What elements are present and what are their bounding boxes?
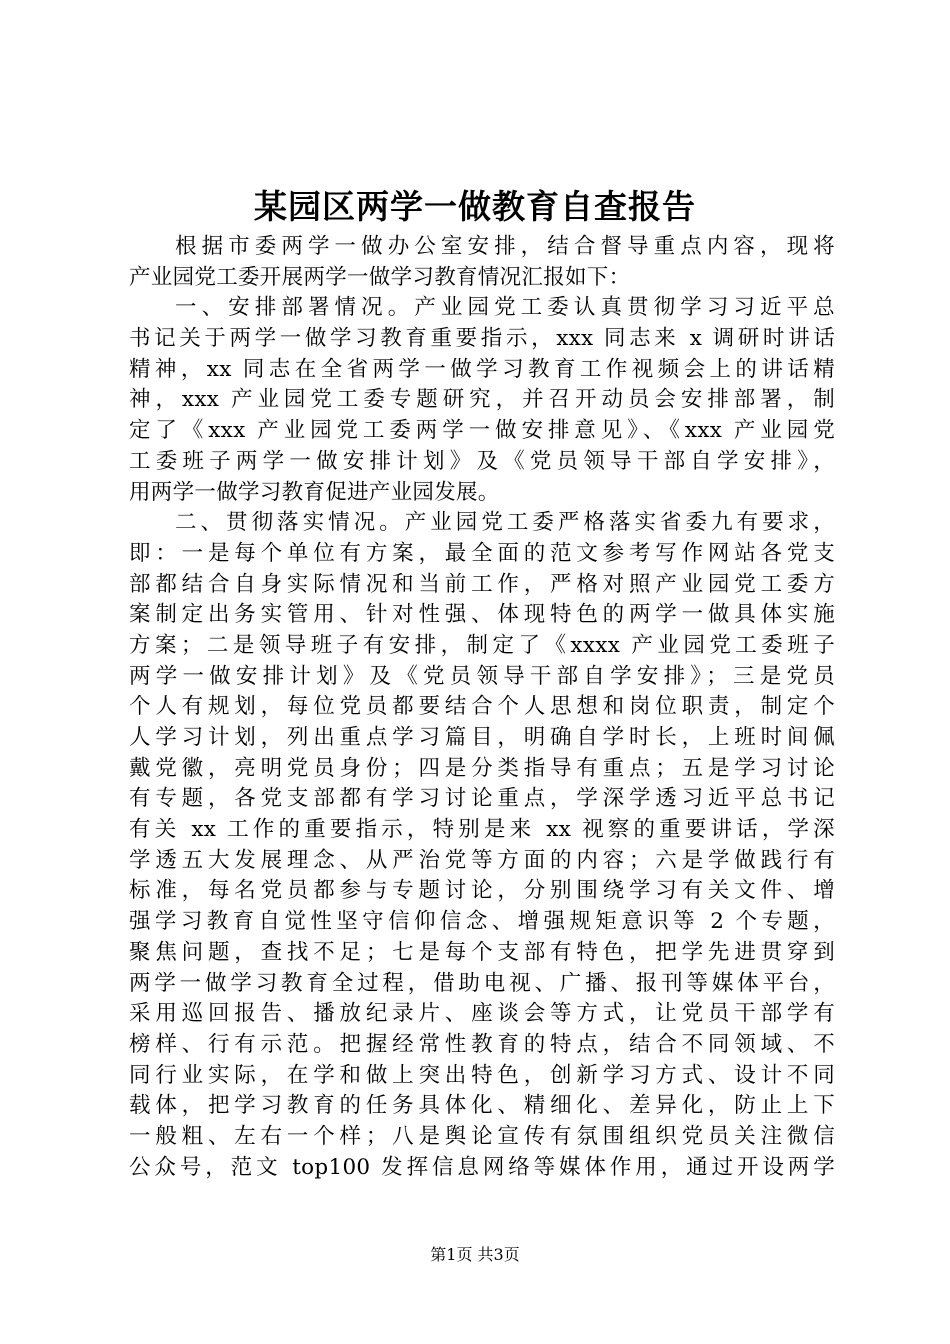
paragraph-line: 工委班子两学一做安排计划》及《党员领导干部自学安排》，	[129, 448, 835, 474]
paragraph-line: 两学一做安排计划》及《党员领导干部自学安排》；三是党员	[129, 663, 835, 689]
paragraph-line: 标准，每名党员都参与专题讨论，分别围绕学习有关文件、增	[129, 878, 835, 904]
paragraph-line: 载体，把学习教育的任务具体化、精细化、差异化，防止上下	[129, 1093, 835, 1119]
paragraph-line: 二、贯彻落实情况。产业园党工委严格落实省委九有要求，	[175, 510, 835, 536]
paragraph-line: 同行业实际，在学和做上突出特色，创新学习方式、设计不同	[129, 1062, 835, 1088]
paragraph-line: 即：一是每个单位有方案，最全面的范文参考写作网站各党支	[129, 540, 835, 566]
paragraph-line: 神，xxx 产业园党工委专题研究，并召开动员会安排部署，制	[129, 387, 835, 413]
paragraph-line: 强学习教育自觉性坚守信仰信念、增强规矩意识等 2 个专题，	[129, 909, 835, 935]
paragraph-line: 一、安排部署情况。产业园党工委认真贯彻学习习近平总	[175, 295, 835, 321]
paragraph-line: 精神，xx 同志在全省两学一做学习教育工作视频会上的讲话精	[129, 356, 835, 382]
paragraph-line: 有关 xx 工作的重要指示，特别是来 xx 视察的重要讲话，学深	[129, 817, 835, 843]
paragraph-line: 一般粗、左右一个样；八是舆论宣传有氛围组织党员关注微信	[129, 1123, 835, 1149]
paragraph-line: 定了《xxx 产业园党工委两学一做安排意见》、《xxx 产业园党	[129, 418, 835, 444]
paragraph-line: 两学一做学习教育全过程，借助电视、广播、报刊等媒体平台，	[129, 970, 835, 996]
page-number-footer: 第1页 共3页	[430, 1245, 520, 1264]
paragraph-line: 戴党徽，亮明党员身份；四是分类指导有重点；五是学习讨论	[129, 755, 835, 781]
paragraph-line: 用两学一做学习教育促进产业园发展。	[129, 479, 500, 505]
paragraph-line: 聚焦问题，查找不足；七是每个支部有特色，把学先进贯穿到	[129, 939, 835, 965]
paragraph-line: 榜样、行有示范。把握经常性教育的特点，结合不同领域、不	[129, 1031, 835, 1057]
paragraph-line: 案制定出务实管用、针对性强、体现特色的两学一做具体实施	[129, 602, 835, 628]
paragraph-line: 人学习计划，列出重点学习篇目，明确自学时长，上班时间佩	[129, 725, 835, 750]
paragraph-line: 个人有规划，每位党员都要结合个人思想和岗位职责，制定个	[129, 694, 835, 720]
paragraph-line: 书记关于两学一做学习教育重要指示，xxx 同志来 x 调研时讲话	[129, 326, 835, 352]
paragraph-line: 学透五大发展理念、从严治党等方面的内容；六是学做践行有	[129, 847, 835, 873]
paragraph-line: 公众号，范文 top100 发挥信息网络等媒体作用，通过开设两学	[129, 1154, 835, 1180]
paragraph-line: 方案；二是领导班子有安排，制定了《xxxx 产业园党工委班子	[129, 632, 835, 658]
paragraph-line: 有专题，各党支部都有学习讨论重点，学深学透习近平总书记	[129, 786, 835, 812]
paragraph-line: 产业园党工委开展两学一做学习教育情况汇报如下：	[129, 264, 631, 290]
document-title: 某园区两学一做教育自查报告	[254, 187, 696, 226]
paragraph-line: 部都结合自身实际情况和当前工作，严格对照产业园党工委方	[129, 571, 835, 597]
document-body	[129, 232, 835, 1183]
paragraph-line: 采用巡回报告、播放纪录片、座谈会等方式，让党员干部学有	[129, 1001, 835, 1027]
paragraph-line: 根据市委两学一做办公室安排，结合督导重点内容，现将	[175, 234, 835, 259]
